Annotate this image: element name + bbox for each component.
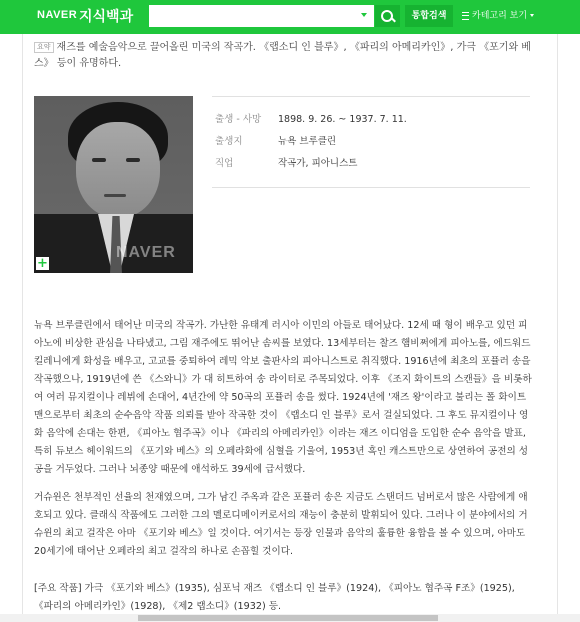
category-label: 카테고리 보기 xyxy=(472,11,528,21)
info-value: 1898. 9. 26. ~ 1937. 7. 11. xyxy=(278,114,407,125)
info-row-birth-death xyxy=(212,109,530,131)
info-row-birthplace xyxy=(212,131,530,153)
profile-info-table xyxy=(212,96,530,188)
photo-face xyxy=(76,122,160,218)
category-button[interactable] xyxy=(462,7,534,25)
top-bar xyxy=(0,0,580,34)
right-divider xyxy=(557,34,558,622)
summary xyxy=(34,40,534,72)
total-search-button[interactable]: 통합검색 xyxy=(405,5,453,27)
info-bottom-rule xyxy=(212,187,530,188)
search-input[interactable] xyxy=(149,5,374,27)
info-key: 출생 - 사망 xyxy=(215,114,262,125)
search-icon-handle xyxy=(391,18,396,23)
expand-photo-button[interactable]: + xyxy=(37,256,48,271)
left-divider xyxy=(22,34,23,622)
body-paragraph-works: [주요 작품] 가극 《포기와 베스》(1935), 심포닉 재즈 《랩소디 인 블루》(1924), 《피아노 협주곡 F조》(1925), 《파리의 아메리카인》(1928), 《제2 랩소디》(1932) 등. xyxy=(34,583,515,612)
photo-mouth xyxy=(104,194,126,197)
chevron-down-icon xyxy=(530,14,534,17)
service-title[interactable]: 지식백과 xyxy=(79,9,134,25)
info-key: 직업 xyxy=(215,158,234,169)
naver-logo[interactable]: NAVER xyxy=(37,9,78,21)
menu-icon xyxy=(462,12,469,20)
body-paragraph-1: 뉴욕 브루클린에서 태어난 미국의 작곡가. 가난한 유태계 러시아 이민의 아들로 태어났다. 12세 때 형이 배우고 있던 피아노에 비상한 관심을 나타냈고, 그림 재주에도 뛰어난 솜씨를 보였다. 13세부터는 찰즈 햄비쩌에게 피아노를, 에드워드 킬레니에게 화성을 배우고, 고교를 중퇴하여 레믹 악보 출판사의 피아니스트로 취직했다. 1916년에 최초의 포퓰러 송을 작곡했으나, 1919년에 쓴 《스와니》가 대 히트하여 송 라이터로 주목되었다. 이후 《조지 화이트의 스캔들》을 비롯하여 여러 뮤지컬이나 레뷔에 손대어, 4년간에 약 50곡의 포퓰러 송을 썼다. 1924년에 '재즈 왕'이라고 불리는 폴 화이트맨으로부터 최초의 순수음악 작품 의뢰를 받아 작곡한 것이 《랩소디 인 블루》로서 걸실되었다. 그 후도 뮤지컬이나 영화 음악에 손대는 한편, 《피아노 협주곡》이나 《파리의 아메리카인》이라는 재즈 이디엄을 도입한 순수 음악을 발표, 특히 듀보스 헤이워드의 《포기와 베스》의 오페라화에 심혈을 기울여, 1953년 흑인 캐스트만으로 상연하여 공전의 성공을 거두었다. 그러나 뇌종양 때문에 애석하도 39세에 급서했다. xyxy=(34,320,532,475)
info-key: 출생지 xyxy=(215,136,243,147)
info-value: 작곡가, 피아니스트 xyxy=(278,158,358,169)
photo-watermark: NAVER xyxy=(116,244,176,261)
photo-eye-left xyxy=(92,158,106,162)
summary-tag: 요약 xyxy=(34,42,54,53)
photo-eye-right xyxy=(126,158,140,162)
portrait-photo[interactable] xyxy=(34,96,193,273)
search-icon xyxy=(381,10,393,22)
info-value: 뉴욕 브루클린 xyxy=(278,136,337,147)
info-row-occupation xyxy=(212,153,530,175)
scrollbar-thumb[interactable] xyxy=(138,615,438,621)
search-dropdown-icon[interactable] xyxy=(361,13,367,17)
search-button[interactable] xyxy=(375,5,400,27)
info-top-rule xyxy=(212,96,530,97)
horizontal-scrollbar[interactable] xyxy=(0,614,580,622)
summary-text: 재즈를 예술음악으로 끌어올린 미국의 작곡가. 《랩소디 인 블루》, 《파리의 아메리카인》, 가극 《포기와 베스》 등이 유명하다. xyxy=(34,42,531,69)
body-paragraph-2: 거슈윈은 천부적인 선율의 천재였으며, 그가 남긴 주옥과 같은 포퓰러 송은 지금도 스탠더드 넘버로서 많은 사람에게 애호되고 있다. 클래식 작품에도 그러한 그의 멜로디메이커로서의 재능이 충분히 발휘되어 있다. 그러나 이 분야에서의 거슈윈의 최고 걸작은 아마 《포기와 베스》일 것이다. 여기서는 등장 인물과 음악의 훌륭한 융합을 볼 수 있으며, 아마도 20세기에 태어난 오페라의 최고 걸작의 하나로 손꼽힐 것이다. xyxy=(34,492,528,557)
